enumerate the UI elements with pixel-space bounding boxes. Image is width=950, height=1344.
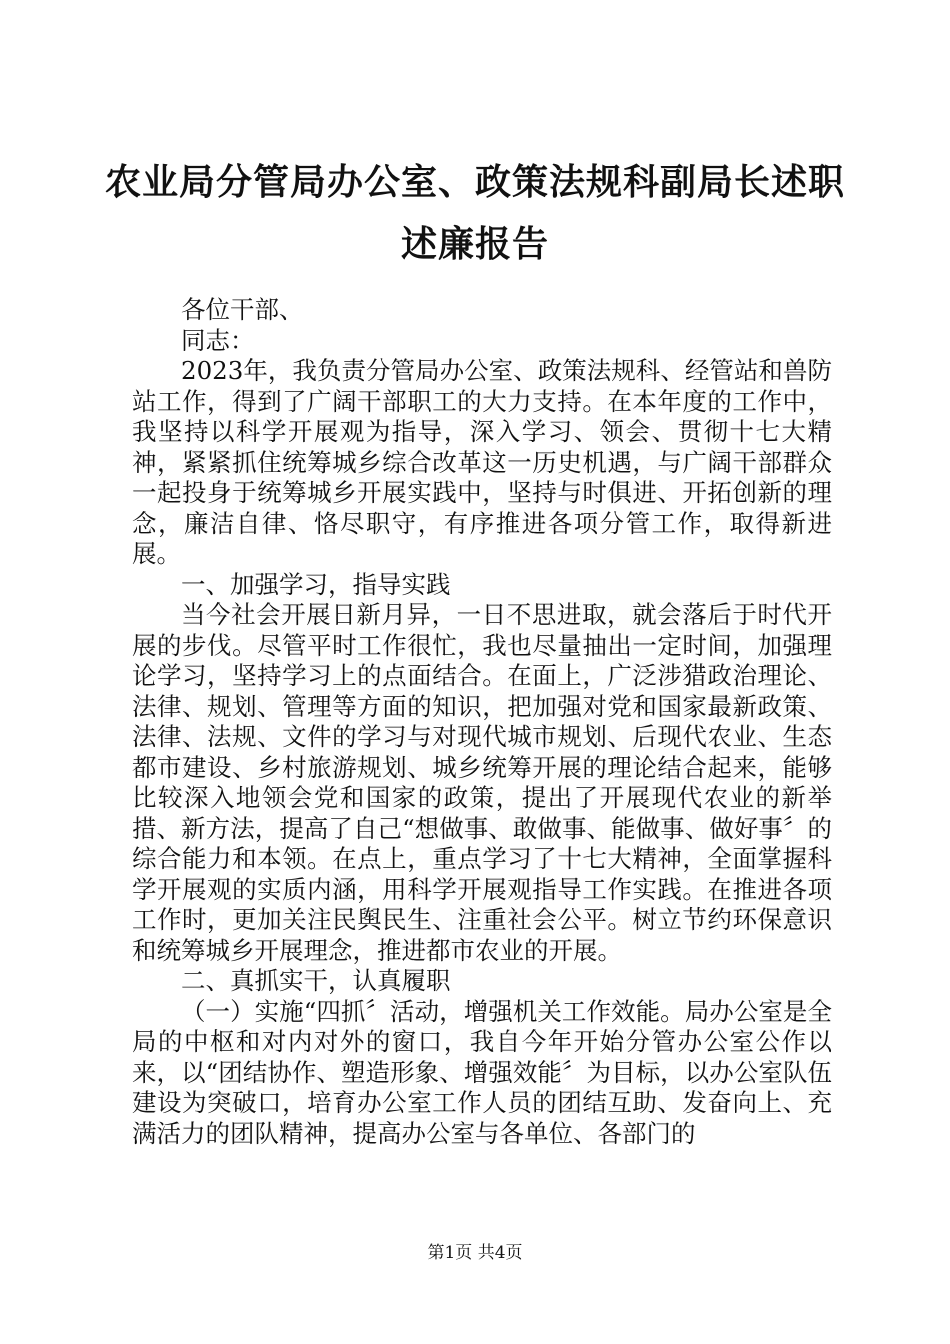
document-body	[132, 295, 832, 1149]
section-heading-1: 一、加强学习，指导实践	[181, 569, 451, 599]
document-title-line-1: 农业局分管局办公室、政策法规科副局长述职	[104, 161, 845, 203]
section-2-paragraph: （一）实施“四抓〞活动，增强机关工作效能。局办公室是全局的中枢和对内对外的窗口，我自今年开始分管办公室公作以来，以“团结协作、塑造形象、增强效能〞为目标，以办公室队伍建设为突破口，培育办公室工作人员的团结互助、发奋向上、充满活力的团队精神，提高办公室与各单位、各部门的	[132, 996, 832, 1148]
intro-paragraph: 2023年，我负责分管局办公室、政策法规科、经管站和兽防站工作，得到了广阔干部职工的大力支持。在本年度的工作中，我坚持以科学开展观为指导，深入学习、领会、贯彻十七大精神，紧紧抓住统筹城乡综合改革这一历史机遇，与广阔干部群众一起投身于统筹城乡开展实践中，坚持与时俱进、开拓创新的理念，廉洁自律、恪尽职守，有序推进各项分管工作，取得新进展。	[132, 356, 832, 568]
section-heading-2: 二、真抓实干，认真履职	[181, 966, 451, 995]
document-title-line-2: 述廉报告	[400, 223, 549, 265]
salutation-line-2: 同志：	[181, 325, 255, 355]
salutation-line-1: 各位干部、	[181, 295, 304, 324]
page-number-footer: 第1页 共4页	[427, 1243, 523, 1263]
section-1-paragraph: 当今社会开展日新月异，一日不思进取，就会落后于时代开展的步伐。尽管平时工作很忙，我也尽量抽出一定时间，加强理论学习，坚持学习上的点面结合。在面上，广泛涉猎政治理论、法律、规划、管理等方面的知识，把加强对党和国家最新政策、法律、法规、文件的学习与对现代城市规划、后现代农业、生态都市建设、乡村旅游规划、城乡统筹开展的理论结合起来，能够比较深入地领会党和国家的政策，提出了开展现代农业的新举措、新方法，提高了自己“想做事、敢做事、能做事、做好事〞的综合能力和本领。在点上，重点学习了十七大精神，全面掌握科学开展观的实质内涵，用科学开展观指导工作实践。在推进各项工作时，更加关注民舆民生、注重社会公平。树立节约环保意识和统筹城乡开展理念，推进都市农业的开展。	[132, 600, 832, 965]
